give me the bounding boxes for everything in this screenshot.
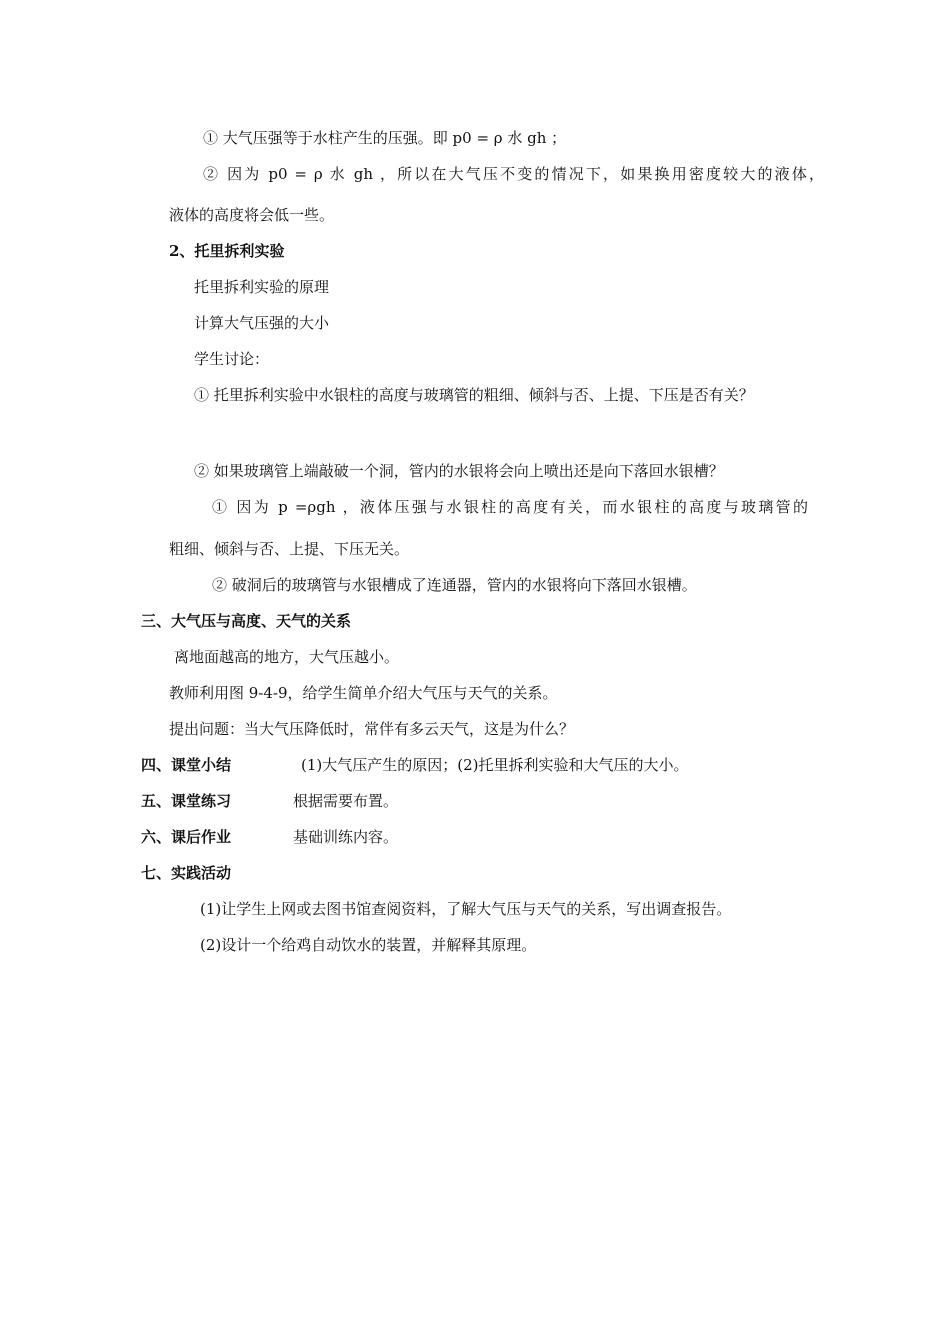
practice-text: 根据需要布置。 (293, 792, 399, 810)
paragraph-altitude: 离地面越高的地方，大气压越小。 (174, 648, 400, 666)
paragraph-teacher-figure: 教师利用图 9-4-9，给学生简单介绍大气压与天气的关系。 (169, 684, 558, 702)
paragraph-calc-pressure: 计算大气压强的大小 (194, 314, 330, 332)
section-heading-practice-activity: 七、实践活动 (141, 864, 232, 882)
paragraph-atm-equals-water: ① 大气压强等于水柱产生的压强。即 p0 = ρ 水 gh ； (203, 129, 567, 147)
activity-item-2: (2)设计一个给鸡自动饮水的装置，并解释其原理。 (200, 936, 537, 954)
question-broken-tube: ② 如果玻璃管上端敲破一个洞，管内的水银将会向上喷出还是向下落回水银槽？ (194, 462, 724, 480)
paragraph-denser-liquid-text: ② 因为 p0 = ρ 水 gh ，所以在大气压不变的情况下，如果换用密度较大的液体， (203, 165, 824, 183)
section-heading-summary: 四、课堂小结 (141, 756, 232, 774)
answer-connected-vessel: ② 破洞后的玻璃管与水银槽成了连通器，管内的水银将向下落回水银槽。 (212, 576, 697, 594)
section-heading-altitude-weather: 三、大气压与高度、天气的关系 (141, 612, 352, 630)
paragraph-student-discussion: 学生讨论： (194, 350, 270, 368)
answer-pressure-formula-text: ① 因为 p =ρgh ，液体压强与水银柱的高度有关，而水银柱的高度与玻璃管的 (212, 498, 808, 516)
paragraph-torricelli-principle: 托里拆利实验的原理 (194, 278, 330, 296)
paragraph-question-weather: 提出问题：当大气压降低时，常伴有多云天气，这是为什么？ (169, 720, 575, 738)
homework-text: 基础训练内容。 (293, 828, 399, 846)
answer-pressure-formula-cont: 粗细、倾斜与否、上提、下压无关。 (169, 540, 410, 558)
section-heading-homework: 六、课后作业 (141, 828, 232, 846)
question-mercury-column: ① 托里拆利实验中水银柱的高度与玻璃管的粗细、倾斜与否、上提、下压是否有关？ (194, 386, 754, 404)
paragraph-liquid-height: 液体的高度将会低一些。 (169, 206, 335, 224)
section-homework (141, 827, 398, 847)
summary-text: (1)大气压产生的原因；(2)托里拆利实验和大气压的大小。 (301, 756, 689, 774)
section-summary (141, 755, 689, 775)
section-practice (141, 791, 398, 811)
answer-pressure-formula (212, 497, 808, 517)
section-heading-torricelli: 2、托里拆利实验 (169, 242, 285, 260)
paragraph-denser-liquid (203, 164, 824, 184)
section-heading-practice: 五、课堂练习 (141, 792, 232, 810)
activity-item-1: (1)让学生上网或去图书馆查阅资料，了解大气压与天气的关系，写出调查报告。 (200, 900, 732, 918)
